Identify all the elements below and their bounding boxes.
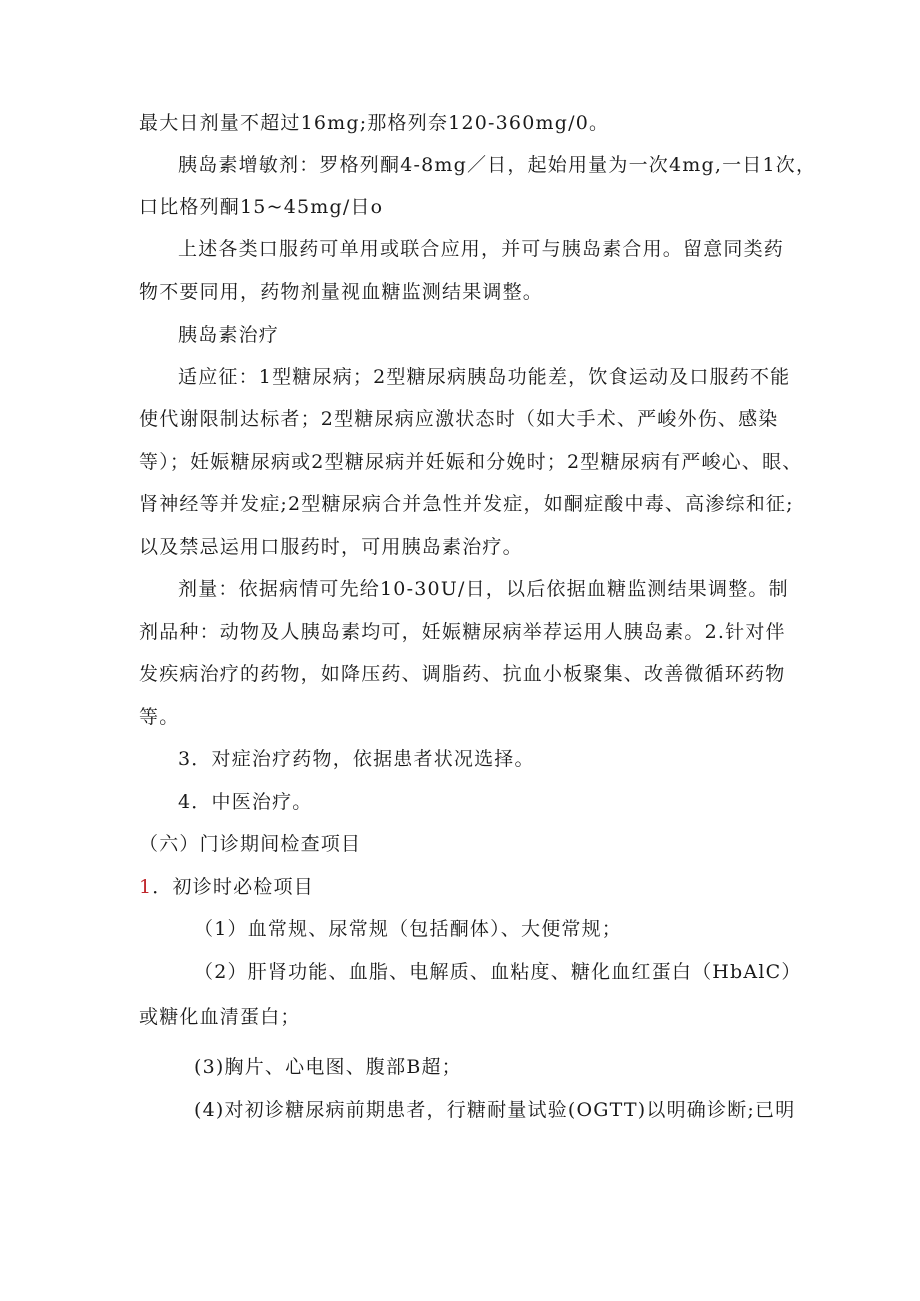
list-number: 1 xyxy=(139,876,153,898)
check-item-3: (3)胸片、心电图、腹部B超； xyxy=(194,1056,462,1078)
check-item-2: （2）肝肾功能、血脂、电解质、血粘度、糖化血红蛋白（HbAlC） xyxy=(194,961,802,983)
text-line-2: 胰岛素增敏剂：罗格列酮4-8mg／日，起始用量为一次4mg,一日1次， xyxy=(178,154,817,176)
text-line-22: 或糖化血清蛋白； xyxy=(139,1006,301,1028)
section-heading-outpatient: （六）门诊期间检查项目 xyxy=(139,833,362,855)
text-line-12: 剂量：依据病情可先给10-30U/日，以后依据血糖监测结果调整。制 xyxy=(178,578,789,600)
list-item-4: 4．中医治疗。 xyxy=(178,791,313,813)
section-heading-insulin: 胰岛素治疗 xyxy=(178,324,280,346)
text-line-4: 上述各类口服药可单用或联合应用，并可与胰岛素合用。留意同类药 xyxy=(178,238,785,260)
text-line-3: 口比格列酮15~45mg/日o xyxy=(139,196,384,218)
text-line-11: 以及禁忌运用口服药时，可用胰岛素治疗。 xyxy=(139,536,523,558)
text-line-1: 最大日剂量不超过16mg;那格列奈120-360mg/0。 xyxy=(139,112,610,134)
text-line-5: 物不要同用，药物剂量视血糖监测结果调整。 xyxy=(139,281,544,303)
text-line-13: 剂品种：动物及人胰岛素均可，妊娠糖尿病举荐运用人胰岛素。2.针对伴 xyxy=(139,621,786,643)
text-line-7: 适应征：1型糖尿病；2型糖尿病胰岛功能差，饮食运动及口服药不能 xyxy=(178,366,791,388)
text-line-9: 等）；妊娠糖尿病或2型糖尿病并妊娠和分娩时；2型糖尿病有严峻心、眼、 xyxy=(139,451,803,473)
list-item-3: 3．对症治疗药物，依据患者状况选择。 xyxy=(178,748,535,770)
text-line-14: 发疾病治疗的药物，如降压药、调脂药、抗血小板聚集、改善微循环药物 xyxy=(139,663,786,685)
text-line-8: 使代谢限制达标者；2型糖尿病应激状态时（如大手术、严峻外伤、感染 xyxy=(139,408,779,430)
check-item-4: (4)对初诊糖尿病前期患者，行糖耐量试验(OGTT)以明确诊断;已明 xyxy=(194,1099,796,1121)
text-line-15: 等。 xyxy=(139,706,180,728)
check-item-1: （1）血常规、尿常规（包括酮体）、大便常规； xyxy=(194,918,622,940)
text-line-10: 肾神经等并发症;2型糖尿病合并急性并发症，如酮症酸中毒、高渗综和征; xyxy=(139,493,794,515)
subheading-text: ．初诊时必检项目 xyxy=(152,876,314,898)
subheading-initial-checks xyxy=(139,874,314,900)
